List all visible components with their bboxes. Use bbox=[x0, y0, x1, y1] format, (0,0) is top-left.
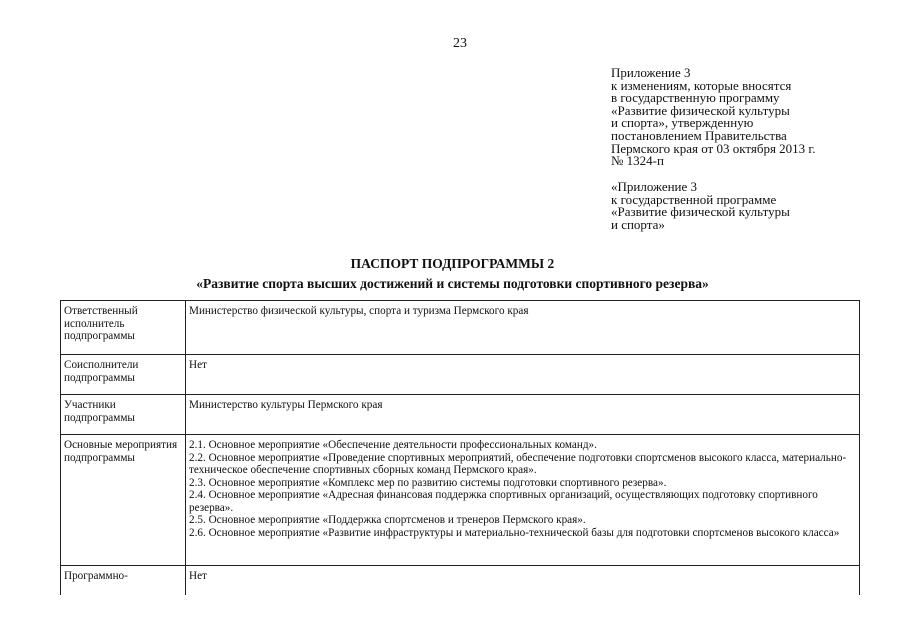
document-subtitle: «Развитие спорта высших достижений и системы подготовки спортивного резерва» bbox=[196, 276, 709, 291]
annex-line: в государственную программу bbox=[611, 90, 780, 106]
table-row bbox=[61, 566, 860, 596]
annex-line: № 1324-п bbox=[611, 153, 664, 169]
annex-line: и спорта», утвержденную bbox=[611, 115, 754, 131]
table-row bbox=[61, 435, 860, 566]
annex-line: постановлением Правительства bbox=[611, 127, 787, 143]
row-value-program-target: Нет bbox=[186, 566, 860, 596]
annex-line: Пермского края от 03 октября 2013 г. bbox=[611, 140, 816, 156]
annex-line: «Приложение 3 bbox=[611, 179, 698, 194]
annex-line: к изменениям, которые вносятся bbox=[611, 77, 792, 93]
activity-item: 2.3. Основное мероприятие «Комплекс мер по развитию системы подготовки спортивного резерва». bbox=[189, 476, 667, 489]
passport-table bbox=[60, 300, 860, 595]
activity-item: 2.6. Основное мероприятие «Развитие инфраструктуры и материально-технической базы для подготовки спортсменов высокого класса» bbox=[189, 526, 840, 539]
annex-line: «Развитие физической культуры bbox=[611, 102, 790, 118]
annex-line: и спорта» bbox=[611, 216, 665, 232]
annex-program-header bbox=[611, 181, 891, 231]
page-number: 23 bbox=[453, 36, 467, 51]
row-label-participants: Участники подпрограммы bbox=[61, 395, 186, 435]
row-value-responsible-executor: Министерство физической культуры, спорта и туризма Пермского края bbox=[186, 301, 860, 355]
row-label-responsible-executor: Ответственный исполнитель подпрограммы bbox=[61, 301, 186, 355]
annex-amendments-header bbox=[611, 67, 891, 168]
row-label-main-activities: Основные мероприятия подпрограммы bbox=[61, 435, 186, 566]
document-title: ПАСПОРТ ПОДПРОГРАММЫ 2 bbox=[350, 256, 555, 271]
row-label-program-target: Программно- bbox=[61, 566, 186, 596]
annex-line: «Развитие физической культуры bbox=[611, 204, 790, 220]
activity-item: 2.5. Основное мероприятие «Поддержка спортсменов и тренеров Пермского края». bbox=[189, 514, 586, 526]
activity-item: 2.4. Основное мероприятие «Адресная финансовая поддержка спортивных организаций, осуществляющих подготовку спортивного резерва». bbox=[189, 489, 818, 514]
row-value-co-executors: Нет bbox=[186, 355, 860, 395]
annex-line: Приложение 3 bbox=[611, 65, 691, 80]
activity-item: 2.1. Основное мероприятие «Обеспечение деятельности профессиональных команд». bbox=[189, 439, 597, 451]
row-value-main-activities bbox=[186, 435, 860, 566]
annex-line: к государственной программе bbox=[611, 191, 777, 207]
row-value-participants: Министерство культуры Пермского края bbox=[186, 395, 860, 435]
table-row bbox=[61, 301, 860, 355]
table-row bbox=[61, 355, 860, 395]
table-row bbox=[61, 395, 860, 435]
activity-item: 2.2. Основное мероприятие «Проведение спортивных мероприятий, обеспечение подготовки спортсменов высокого класса, материально-техническое обеспечение спортивных сборных команд Пермского края». bbox=[189, 451, 847, 476]
row-label-co-executors: Соисполнители подпрограммы bbox=[61, 355, 186, 395]
